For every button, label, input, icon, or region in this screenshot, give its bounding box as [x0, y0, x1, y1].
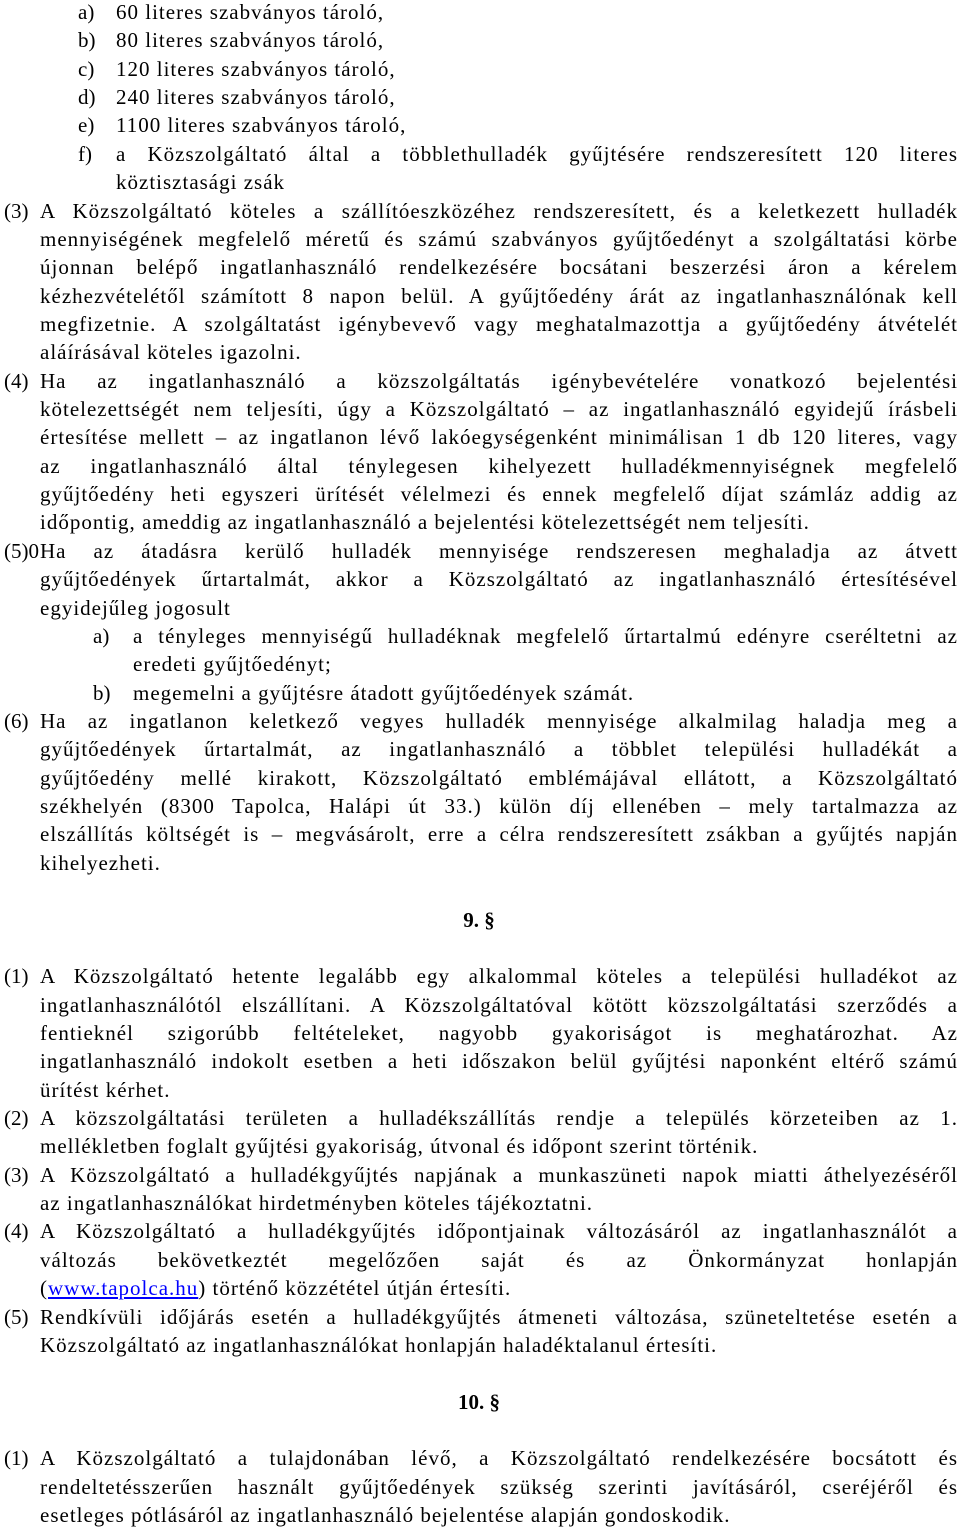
item-label: b)	[93, 680, 111, 705]
list-item	[78, 83, 958, 111]
item-label: e)	[78, 113, 95, 138]
item-label: (1)	[4, 964, 29, 989]
text-line: időpontig, ameddig az ingatlanhasználó a bejelentési kötelezettségét nem teljesíti.	[40, 510, 810, 535]
item-label: f)	[78, 141, 92, 166]
text-line: gyűjtőedény mellé kirakott, Közszolgáltató emblémájával ellátott, a Közszolgáltató	[40, 765, 958, 790]
item-label: (1)	[4, 1446, 29, 1471]
item-text	[133, 622, 958, 679]
list-item	[78, 0, 958, 26]
text-line: megfizetnie. A szolgáltatást igénybevevő vagy meghatalmazottja a gyűjtőedény átvételét	[40, 311, 958, 336]
text-line: A közszolgáltatási területen a hulladékszállítás rendje a település körzeteiben az 1.	[40, 1106, 958, 1131]
text-line: 120 literes szabványos tároló,	[116, 56, 396, 81]
text-line: gyűjtőedények űrtartalmát, az ingatlanhasználó a többlet települési hulladékát a	[40, 737, 958, 762]
text-line: Ha az átadásra kerülő hulladék mennyisége rendszeresen meghaladja az átvett	[40, 538, 958, 563]
item-text	[40, 962, 958, 1104]
text-line: aláírásával köteles igazolni.	[40, 340, 302, 365]
item-label: (4)	[4, 368, 29, 393]
item-text	[40, 1303, 958, 1360]
text-line: esetleges pótlásáról az ingatlanhasználó bejelentése alapján gondoskodik.	[40, 1503, 731, 1528]
list-item	[78, 26, 958, 54]
item-label: (3)	[4, 1162, 29, 1187]
text-line: kihelyezheti.	[40, 850, 161, 875]
item-label: a)	[93, 623, 110, 648]
text-line: kötelezettségét nem teljesíti, úgy a Közszolgáltató – az ingatlanhasználó egyidejű írásbeli	[40, 397, 958, 422]
text-line: A Közszolgáltató hetente legalább egy alkalommal köteles a települési hulladékot az	[40, 964, 958, 989]
text-line: A Közszolgáltató a hulladékgyűjtés időpontjainak változásáról az ingatlanhasználót a	[40, 1219, 958, 1244]
text-line: mellékletben foglalt gyűjtési gyakoriság, útvonal és időpont szerint történik.	[40, 1134, 759, 1159]
text-line: kézhezvételétől számított 8 napon belül. A gyűjtőedény árát az ingatlanhasználónak kell	[40, 283, 958, 308]
paragraph	[4, 537, 958, 622]
text-line: a tényleges mennyiségű hulladéknak megfelelő űrtartalmú edényre cseréltetni az	[133, 623, 958, 648]
text-line: eredeti gyűjtőedényt;	[133, 652, 332, 677]
paragraph	[4, 1303, 958, 1360]
item-text	[116, 83, 958, 111]
paragraph	[4, 1104, 958, 1161]
item-text	[116, 55, 958, 83]
text-line: ürítést kérhet.	[40, 1077, 171, 1102]
text-line: 1100 literes szabványos tároló,	[116, 113, 407, 138]
text-line	[40, 1274, 958, 1302]
paragraph	[4, 1444, 958, 1529]
text-line: Ha az ingatlanhasználó a közszolgáltatás igénybevételére vonatkozó bejelentési	[40, 368, 958, 393]
item-text	[40, 1104, 958, 1161]
text-line: A Közszolgáltató a hulladékgyűjtés napjának a munkaszüneti napok miatti áthelyezéséről	[40, 1162, 958, 1187]
text-line: az ingatlanhasználókat hirdetményben köteles tájékoztatni.	[40, 1191, 594, 1216]
item-label: (5)0	[4, 538, 39, 563]
text-line: 80 literes szabványos tároló,	[116, 28, 385, 53]
item-text	[116, 111, 958, 139]
text-line: újonnan belépő ingatlanhasználó rendelkezésére bocsátani beszerzési áron a kérelem	[40, 255, 958, 280]
text-line: székhelyén (8300 Tapolca, Halápi út 33.) külön díj ellenében – mely tartalmazza az	[40, 794, 958, 819]
text-line: 60 literes szabványos tároló,	[116, 0, 385, 24]
item-label: a)	[78, 0, 95, 24]
text-line: elszállítás költségét is – megvásárolt, erre a célra rendszeresített zsákban a gyűjtés napján	[40, 822, 958, 847]
text-line: mennyiségének megfelelő méretű és számú szabványos gyűjtőedényt a szolgáltatási körbe	[40, 226, 958, 251]
paragraph	[4, 1217, 958, 1302]
list-item	[78, 55, 958, 83]
item-label: d)	[78, 85, 96, 110]
text-line: az ingatlanhasználó által ténylegesen kihelyezett hulladékmennyiségnek megfelelő	[40, 453, 958, 478]
list-item	[78, 111, 958, 139]
text-line: fentieknél szigorúbb feltételeket, nagyobb gyakoriságot is meghatározhat. Az	[40, 1020, 958, 1045]
item-text	[116, 140, 958, 197]
item-text	[116, 26, 958, 54]
item-label: (4)	[4, 1219, 29, 1244]
item-label: (2)	[4, 1106, 29, 1131]
text-line: Közszolgáltató az ingatlanhasználókat honlapján haladéktalanul értesíti.	[40, 1332, 718, 1357]
paragraph	[4, 707, 958, 877]
text-line: egyidejűleg jogosult	[40, 595, 231, 620]
text-line: Rendkívüli időjárás esetén a hulladékgyűjtés átmeneti változása, szüneteltetése esetén a	[40, 1304, 958, 1329]
item-text	[40, 197, 958, 367]
text-line: ingatlanhasználó indokolt esetben a heti időszakon belül gyűjtési naponként eltérő számú	[40, 1049, 958, 1074]
item-label: (5)	[4, 1304, 29, 1329]
item-text	[116, 0, 958, 26]
text-line: gyűjtőedények űrtartalmát, akkor a Közszolgáltató az ingatlanhasználó értesítésével	[40, 567, 958, 592]
paragraph	[4, 1161, 958, 1218]
list-item	[78, 140, 958, 197]
website-link[interactable]: www.tapolca.hu	[48, 1276, 199, 1301]
text-line: gyűjtőedény heti egyszeri ürítését vélelmezi és ennek megfelelő díjat számláz addig az	[40, 482, 958, 507]
sub-item	[93, 622, 958, 679]
item-text	[40, 367, 958, 537]
section-heading: 9. §	[463, 907, 495, 932]
text-fragment: (	[40, 1276, 48, 1301]
text-line: megemelni a gyűjtésre átadott gyűjtőedények számát.	[133, 680, 635, 705]
item-text	[40, 1217, 958, 1302]
item-label: b)	[78, 28, 96, 53]
paragraph	[4, 197, 958, 367]
item-label: (3)	[4, 198, 29, 223]
text-line: rendeltetésszerűen használt gyűjtőedények szükség szerinti javításáról, cseréjéről és	[40, 1474, 958, 1499]
item-text	[40, 1444, 958, 1529]
text-line: 240 literes szabványos tároló,	[116, 85, 396, 110]
item-text	[133, 679, 958, 707]
section-heading: 10. §	[458, 1389, 500, 1414]
text-line: a Közszolgáltató által a többlethulladék gyűjtésére rendszeresített 120 literes	[116, 141, 958, 166]
text-line: Ha az ingatlanon keletkező vegyes hulladék mennyisége alkalmilag haladja meg a	[40, 708, 958, 733]
item-text	[40, 537, 958, 622]
text-line: változás bekövetkeztét megelőzően saját és az Önkormányzat honlapján	[40, 1247, 958, 1272]
sub-item	[93, 679, 958, 707]
text-line: A Közszolgáltató köteles a szállítóeszközéhez rendszeresített, és a keletkezett hulladék	[40, 198, 958, 223]
text-fragment: ) történő közzététel útján értesíti.	[198, 1276, 512, 1301]
item-label: (6)	[4, 708, 29, 733]
paragraph	[4, 367, 958, 537]
text-line: ingatlanhasználótól elszállítani. A Közszolgáltatóval kötött közszolgáltatási szerződés a	[40, 992, 958, 1017]
item-text	[40, 1161, 958, 1218]
text-line: köztisztasági zsák	[116, 170, 286, 195]
text-line: A Közszolgáltató a tulajdonában lévő, a Közszolgáltató rendelkezésére bocsátott és	[40, 1446, 958, 1471]
text-line: értesítése mellett – az ingatlanon lévő lakóegységenként minimálisan 1 db 120 literes, vagy	[40, 425, 958, 450]
item-label: c)	[78, 56, 95, 81]
item-text	[40, 707, 958, 877]
paragraph	[4, 962, 958, 1104]
